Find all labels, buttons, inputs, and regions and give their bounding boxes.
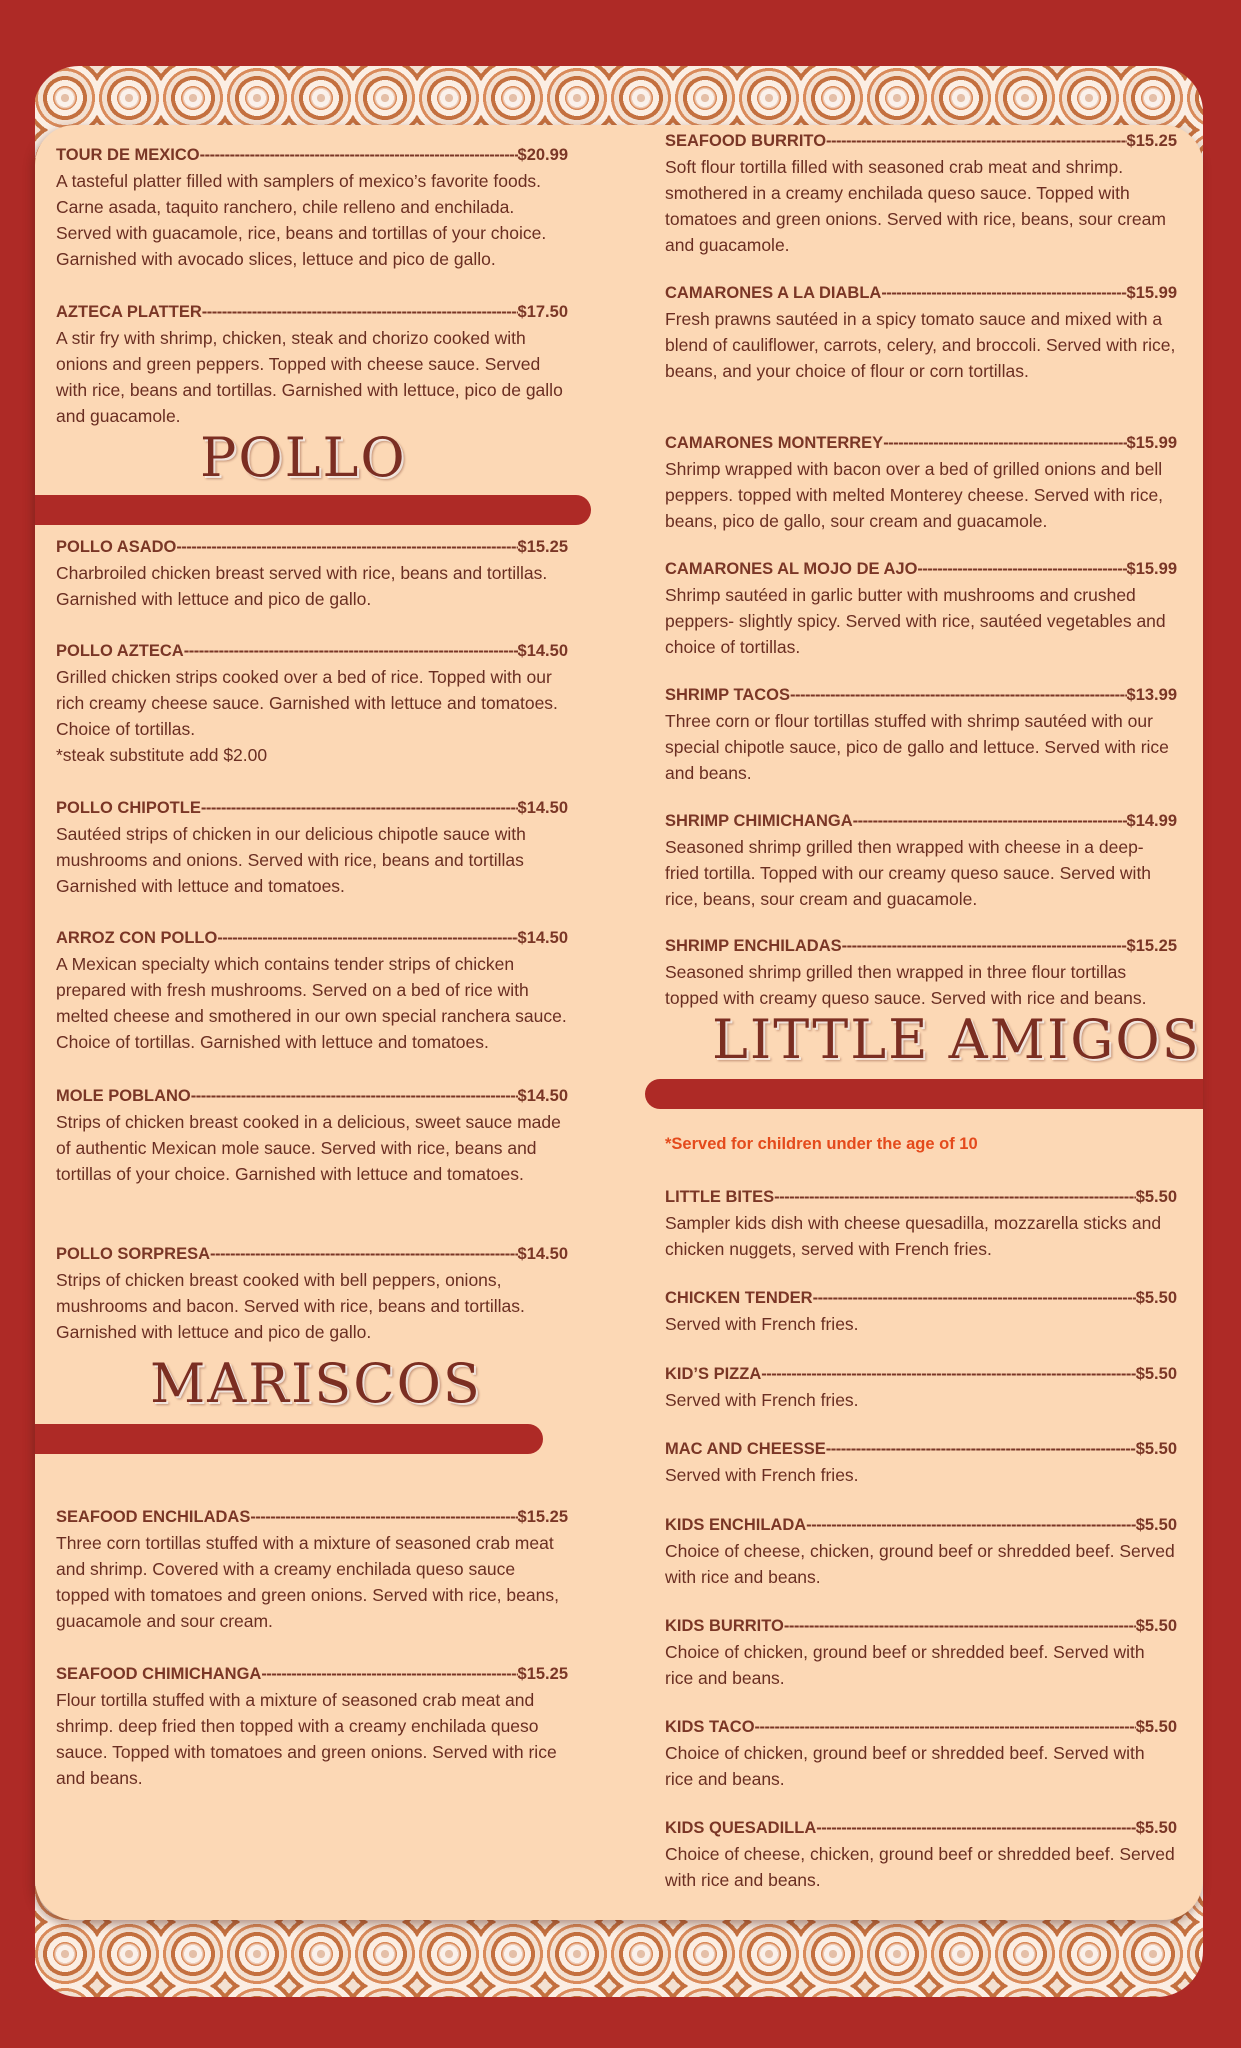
item-price: $13.99 [1126,686,1177,704]
item-name: POLLO ASADO [56,538,177,556]
menu-item [665,556,1177,660]
item-price: $20.99 [517,146,568,164]
item-price: $5.50 [1135,1440,1177,1458]
menu-item [56,142,568,272]
item-name: CHICKEN TENDER [665,1289,813,1307]
item-price: $15.25 [517,1665,568,1683]
item-name: SHRIMP CHIMICHANGA [665,812,853,830]
item-name: ARROZ CON POLLO [56,929,218,947]
menu-item [665,1714,1177,1792]
item-description: Charbroiled chicken breast served with rice, beans and tortillas. Garnished with lettuce and pico de gallo. [56,563,548,609]
menu-item [56,299,568,429]
right-red-edge [1203,0,1241,2048]
item-price: $5.50 [1135,1365,1177,1383]
mariscos-section-title: MARISCOS [150,1352,482,1415]
item-name: CAMARONES MONTERREY [665,434,884,452]
item-name: SEAFOOD ENCHILADAS [56,1508,251,1526]
item-name: LITTLE BITES [665,1188,775,1206]
item-name: POLLO AZTECA [56,642,184,660]
item-name: POLLO CHIPOTLE [56,799,201,817]
item-price: $15.25 [1126,132,1177,150]
item-name: KIDS ENCHILADA [665,1516,807,1534]
item-name: POLLO SORPRESA [56,1245,211,1263]
item-description: Shrimp wrapped with bacon over a bed of grilled onions and bell peppers. topped with melted Monterey cheese. Served with rice, beans, pico de gallo, sour cream and guacamole. [665,459,1164,531]
item-note: *steak substitute add $2.00 [56,745,268,765]
item-name: SHRIMP ENCHILADAS [665,937,842,955]
item-description: A tasteful platter filled with samplers of mexico’s favorite foods. Carne asada, taquito ranchero, chile relleno and enchilada. Served with guacamole, rice, beans and tortillas of your choice. Garnished with avocado slices, lettuce and pico de gallo. [56,171,547,269]
menu-item [665,1436,1177,1488]
menu-item [665,1512,1177,1590]
item-price: $15.99 [1126,284,1177,302]
item-price: $17.50 [517,303,568,321]
item-price: $5.50 [1135,1617,1177,1635]
left-red-edge [0,0,35,2048]
item-price: $5.50 [1135,1289,1177,1307]
item-price: $14.50 [517,642,568,660]
item-description: A stir fry with shrimp, chicken, steak and chorizo cooked with onions and green peppers. Topped with cheese sauce. Served with rice, beans and tortillas. Garnished with lettuce, pico de gallo and guacamole. [56,328,563,426]
item-price: $14.50 [517,929,568,947]
item-name: CAMARONES AL MOJO DE AJO [665,560,918,578]
menu-item [56,1504,568,1634]
menu-item [56,1083,568,1187]
menu-item [56,795,568,899]
item-price: $14.50 [517,1245,568,1263]
item-description: Sautéed strips of chicken in our delicious chipotle sauce with mushrooms and onions. Served with rice, beans and tortillas Garnished with lettuce and tomatoes. [56,824,526,896]
menu-item [56,638,568,768]
item-price: $15.99 [1126,560,1177,578]
item-description: A Mexican specialty which contains tender strips of chicken prepared with fresh mushrooms. Served on a bed of rice with melted cheese and smothered in our own special ranchera sauce. Choice of tortillas. Garnished with lettuce and tomatoes. [56,954,567,1052]
item-price: $5.50 [1135,1516,1177,1534]
item-description: Strips of chicken breast cooked with bell peppers, onions, mushrooms and bacon. Served with rice, beans and tortillas. Garnished with lettuce and pico de gallo. [56,1270,525,1342]
item-description: Fresh prawns sautéed in a spicy tomato sauce and mixed with a blend of cauliflower, carrots, celery, and broccoli. Served with rice, beans, and your choice of flour or corn tortillas. [665,309,1176,381]
mariscos-divider-bar [35,1424,543,1454]
item-description: Seasoned shrimp grilled then wrapped with cheese in a deep-fried tortilla. Topped with our creamy queso sauce. Served with rice, beans, sour cream and guacamole. [665,837,1152,909]
item-description: Served with French fries. [665,1465,859,1485]
item-price: $14.99 [1126,812,1177,830]
menu-item [56,925,568,1055]
little-amigos-divider-bar [645,1079,1203,1109]
menu-item [665,280,1177,384]
item-name: SHRIMP TACOS [665,686,790,704]
item-description: Choice of cheese, chicken, ground beef or shredded beef. Served with rice and beans. [665,1541,1175,1587]
item-name: KIDS QUESADILLA [665,1819,817,1837]
item-description: Soft flour tortilla filled with seasoned crab meat and shrimp. smothered in a creamy enchilada queso sauce. Topped with tomatoes and green onions. Served with rice, beans, sour cream and guacamole. [665,157,1166,255]
menu-item [665,1613,1177,1691]
menu-item [56,534,568,612]
item-name: MOLE POBLANO [56,1087,191,1105]
item-description: Sampler kids dish with cheese quesadilla, mozzarella sticks and chicken nuggets, served with French fries. [665,1213,1162,1259]
item-price: $5.50 [1135,1718,1177,1736]
item-name: KID’S PIZZA [665,1365,762,1383]
menu-item [665,1815,1177,1893]
menu-item [665,808,1177,912]
menu-item [56,1241,568,1345]
item-name: CAMARONES A LA DIABLA [665,284,882,302]
pollo-section-title: POLLO [200,426,407,489]
menu-item [665,682,1177,786]
item-name: TOUR DE MEXICO [56,146,200,164]
item-name: KIDS BURRITO [665,1617,784,1635]
item-description: Grilled chicken strips cooked over a bed of rice. Topped with our rich creamy cheese sauce. Garnished with lettuce and tomatoes. Choice of tortillas. [56,667,558,739]
item-description: Choice of cheese, chicken, ground beef or shredded beef. Served with rice and beans. [665,1844,1175,1890]
item-price: $5.50 [1135,1188,1177,1206]
item-description: Three corn or flour tortillas stuffed with shrimp sautéed with our special chipotle sauce, pico de gallo and lettuce. Served with rice and beans. [665,711,1169,783]
menu-item [665,1285,1177,1337]
item-name: KIDS TACO [665,1718,755,1736]
item-description: Strips of chicken breast cooked in a delicious, sweet sauce made of authentic Mexican mole sauce. Served with rice, beans and tortillas of your choice. Garnished with lettuce and tomatoes. [56,1112,561,1184]
item-price: $15.25 [517,538,568,556]
item-description: Served with French fries. [665,1390,859,1410]
item-description: Three corn tortillas stuffed with a mixture of seasoned crab meat and shrimp. Covered with a creamy enchilada queso sauce topped with tomatoes and green onions. Served with rice, beans, guacamole and sour cream. [56,1533,559,1631]
item-description: Shrimp sautéed in garlic butter with mushrooms and crushed peppers- slightly spicy. Served with rice, sautéed vegetables and choice of tortillas. [665,585,1166,657]
item-description: Choice of chicken, ground beef or shredded beef. Served with rice and beans. [665,1743,1145,1789]
item-price: $14.50 [517,799,568,817]
menu-item [665,933,1177,1011]
children-age-note: *Served for children under the age of 10 [665,1135,978,1153]
little-amigos-section-title: LITTLE AMIGOS [712,1008,1201,1071]
item-price: $5.50 [1135,1819,1177,1837]
item-description: Served with French fries. [665,1314,859,1334]
item-price: $15.99 [1126,434,1177,452]
item-description: Flour tortilla stuffed with a mixture of seasoned crab meat and shrimp. deep fried then topped with a creamy enchilada queso sauce. Topped with tomatoes and green onions. Served with rice and beans. [56,1690,557,1788]
item-name: MAC AND CHEESSE [665,1440,826,1458]
pollo-divider-bar [35,495,591,525]
item-name: AZTECA PLATTER [56,303,202,321]
menu-item [665,128,1177,258]
menu-item [665,1361,1177,1413]
item-price: $15.25 [1126,937,1177,955]
item-name: SEAFOOD CHIMICHANGA [56,1665,262,1683]
item-name: SEAFOOD BURRITO [665,132,827,150]
item-description: Choice of chicken, ground beef or shredded beef. Served with rice and beans. [665,1642,1145,1688]
item-description: Seasoned shrimp grilled then wrapped in three flour tortillas topped with creamy queso sauce. Served with rice and beans. [665,962,1147,1008]
menu-item [665,430,1177,534]
item-price: $15.25 [517,1508,568,1526]
item-price: $14.50 [517,1087,568,1105]
menu-item [56,1661,568,1791]
menu-item [665,1184,1177,1262]
